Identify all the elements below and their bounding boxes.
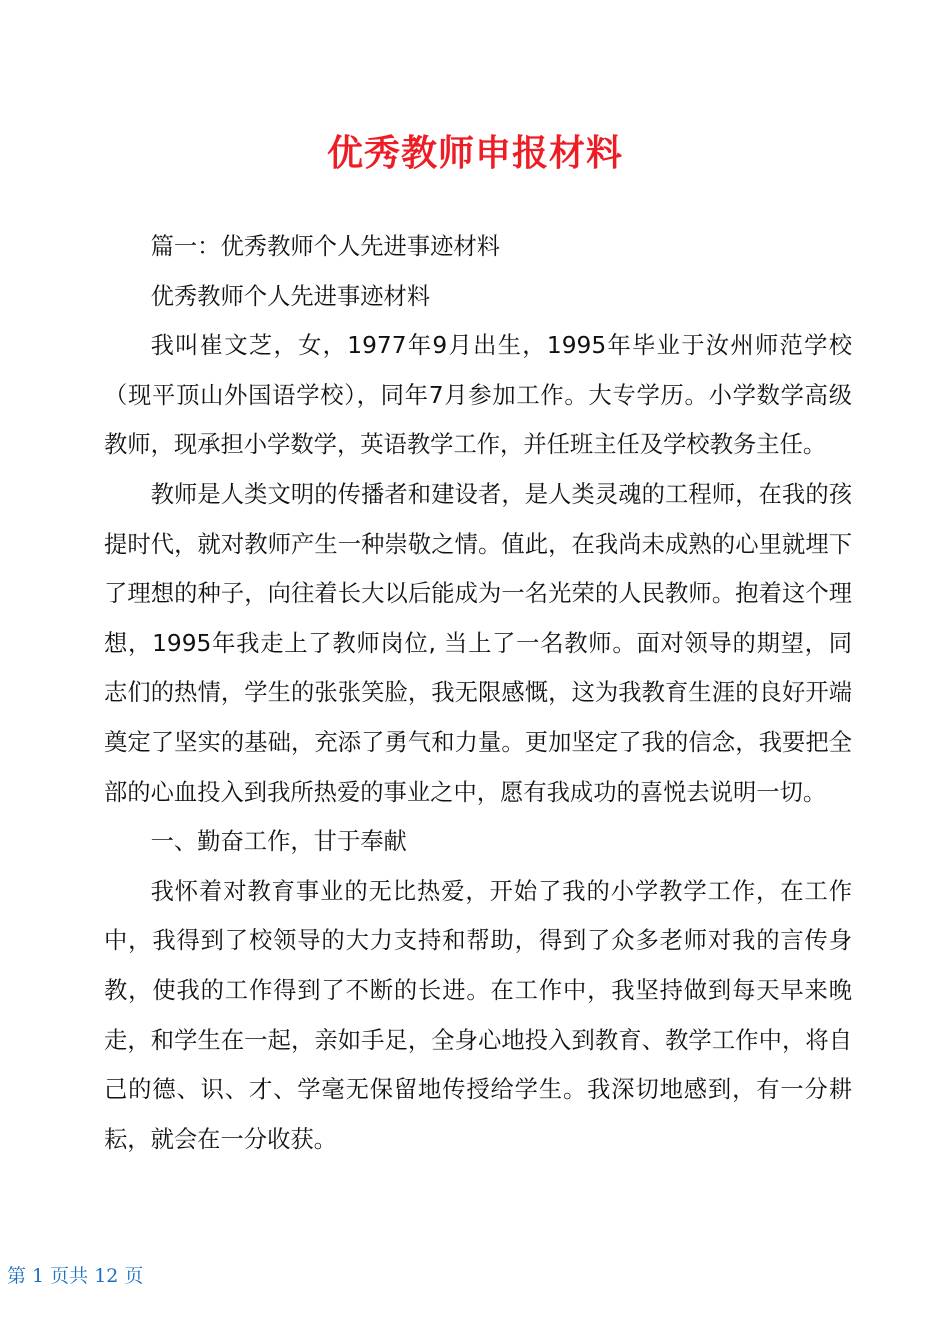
page-title: 优秀教师申报材料: [326, 133, 623, 175]
paragraph: 教师是人类文明的传播者和建设者，是人类灵魂的工程师，在我的孩提时代，就对教师产生一种崇敬之情。值此，在我尚未成熟的心里就埋下了理想的种子，向往着长大以后能成为一名光荣的人民教师。抱着这个理想，1995年我走上了教师岗位, 当上了一名教师。面对领导的期望，同志们的热情，学生的张张笑脸，我无限感慨，这为我教育生涯的良好开端奠定了坚实的基础，充添了勇气和力量。更加坚定了我的信念，我要把全部的心血投入到我所热爱的事业之中，愿有我成功的喜悦去说明一切。: [104, 480, 852, 806]
article-title: 优秀教师个人先进事迹材料: [150, 282, 431, 310]
paragraph: 我叫崔文芝，女，1977年9月出生，1995年毕业于汝州师范学校（现平顶山外国语学校），同年7月参加工作。大专学历。小学数学高级教师，现承担小学数学，英语教学工作，并任班主任及学校教务主任。: [104, 332, 852, 459]
paragraph: 我怀着对教育事业的无比热爱，开始了我的小学教学工作，在工作中，我得到了校领导的大力支持和帮助，得到了众多老师对我的言传身教，使我的工作得到了不断的长进。在工作中，我坚持做到每天早来晚走，和学生在一起，亲如手足，全身心地投入到教育、教学工作中，将自己的德、识、才、学毫无保留地传授给学生。我深切地感到，有一分耕耘，就会在一分收获。: [104, 877, 852, 1153]
section-heading: 篇一：优秀教师个人先进事迹材料: [150, 233, 501, 260]
page-footer: 第 1 页共 12 页: [7, 1265, 144, 1287]
document-body: [104, 222, 852, 1164]
subsection-heading: 一、勤奋工作，甘于奉献: [150, 828, 407, 856]
